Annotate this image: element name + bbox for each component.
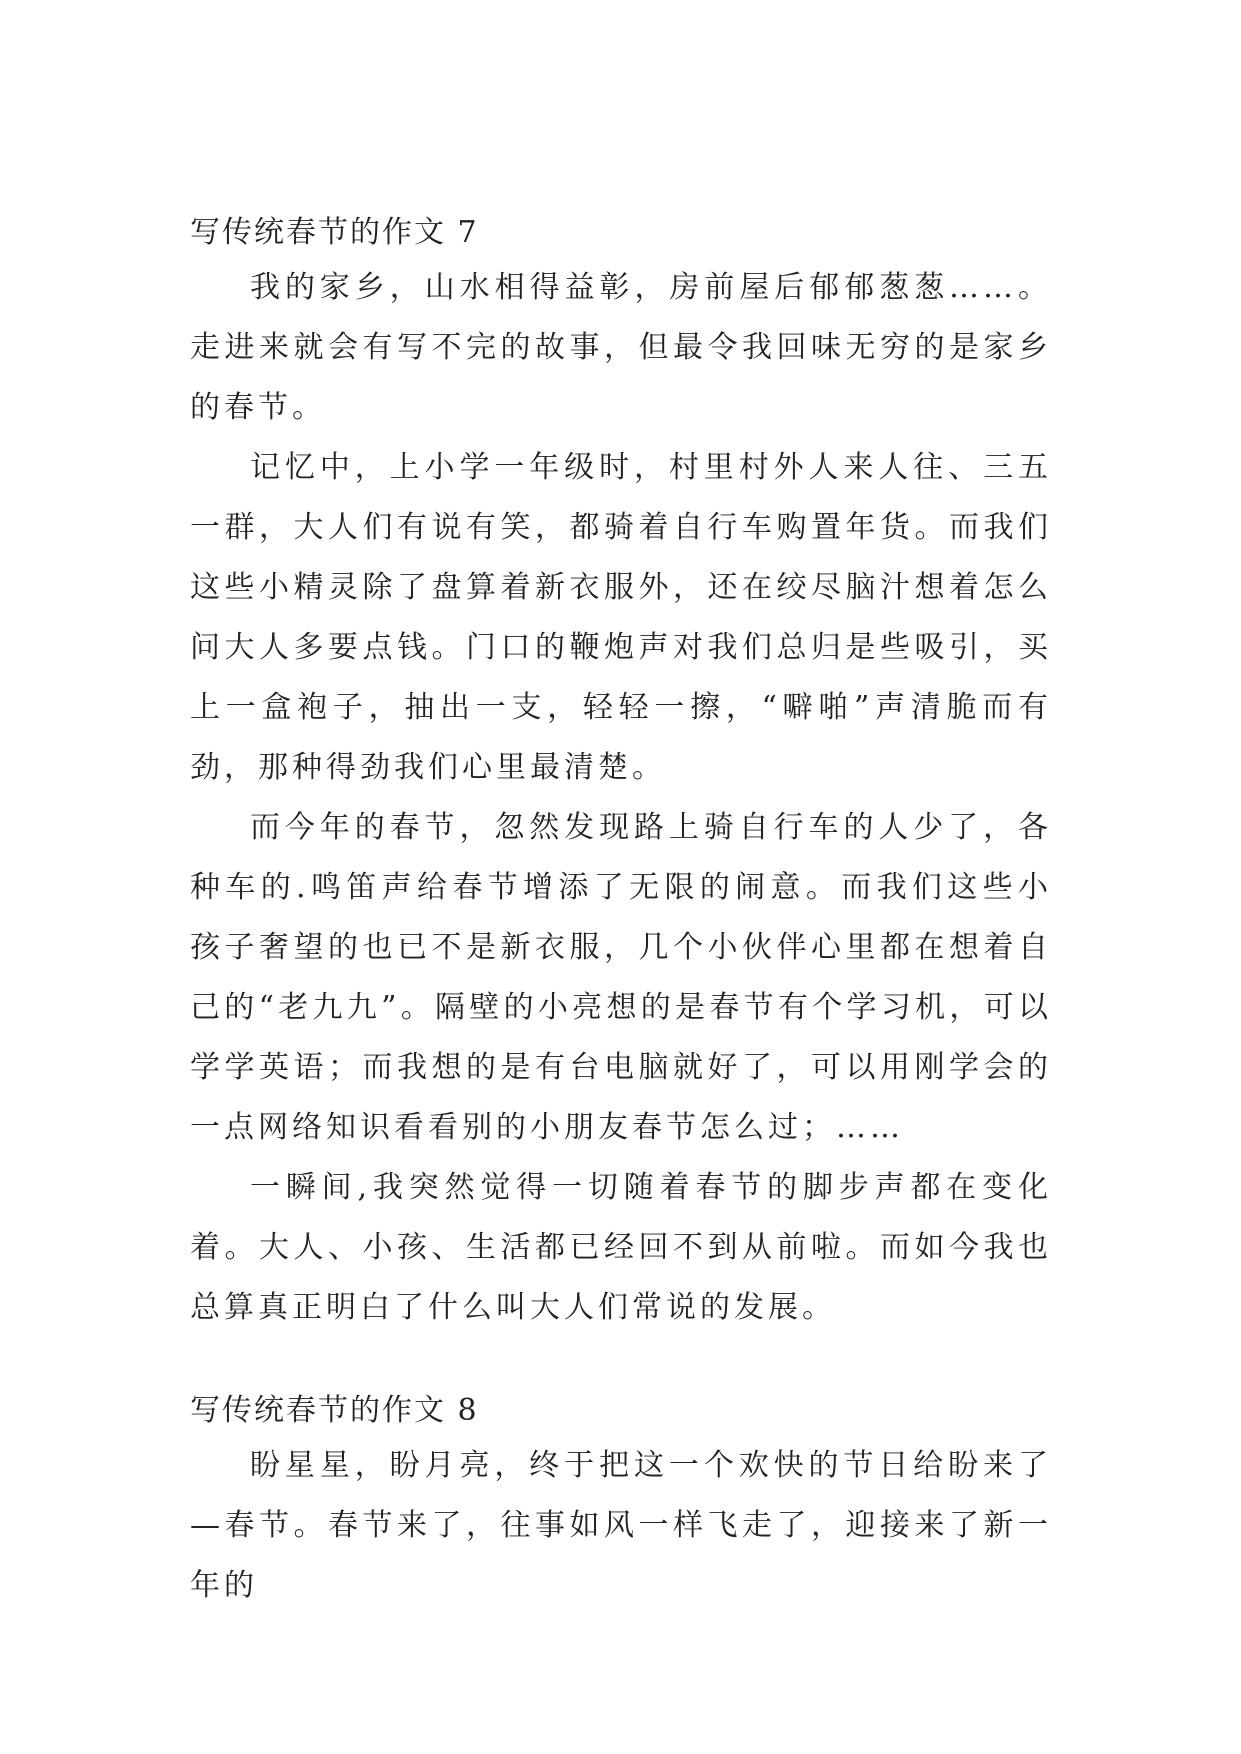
section-spacer	[190, 1338, 1052, 1386]
essay-8-paragraph-1: 盼星星，盼月亮，终于把这一个欢快的节日给盼来了—春节。春节来了，往事如风一样飞走了，迎接来了新一年的	[190, 1448, 1052, 1603]
essay-7-paragraph-1: 我的家乡，山水相得益彰，房前屋后郁郁葱葱……。走进来就会有写不完的故事，但最令我回味无穷的是家乡的春节。	[190, 270, 1052, 425]
essay-7-paragraph-4: 一瞬间,我突然觉得一切随着春节的脚步声都在变化着。大人、小孩、生活都已经回不到从前啦。而如今我也总算真正明白了什么叫大人们常说的发展。	[190, 1170, 1052, 1325]
document-content	[190, 208, 1052, 1616]
essay-8-title: 写传统春节的作文 8	[190, 1393, 479, 1428]
essay-7-paragraph-3: 而今年的春节，忽然发现路上骑自行车的人少了，各种车的.鸣笛声给春节增添了无限的闹意。而我们这些小孩子奢望的也已不是新衣服，几个小伙伴心里都在想着自己的“老九九”。隔壁的小亮想的是春节有个学习机，可以学学英语；而我想的是有台电脑就好了，可以用刚学会的一点网络知识看看别的小朋友春节怎么过；……	[190, 810, 1052, 1145]
essay-7-paragraph-2: 记忆中，上小学一年级时，村里村外人来人往、三五一群，大人们有说有笑，都骑着自行车购置年货。而我们这些小精灵除了盘算着新衣服外，还在绞尽脑汁想着怎么问大人多要点钱。门口的鞭炮声对我们总归是些吸引，买上一盒袍子，抽出一支，轻轻一擦，“噼啪”声清脆而有劲，那种得劲我们心里最清楚。	[190, 450, 1052, 785]
essay-7-title: 写传统春节的作文 7	[190, 215, 479, 250]
